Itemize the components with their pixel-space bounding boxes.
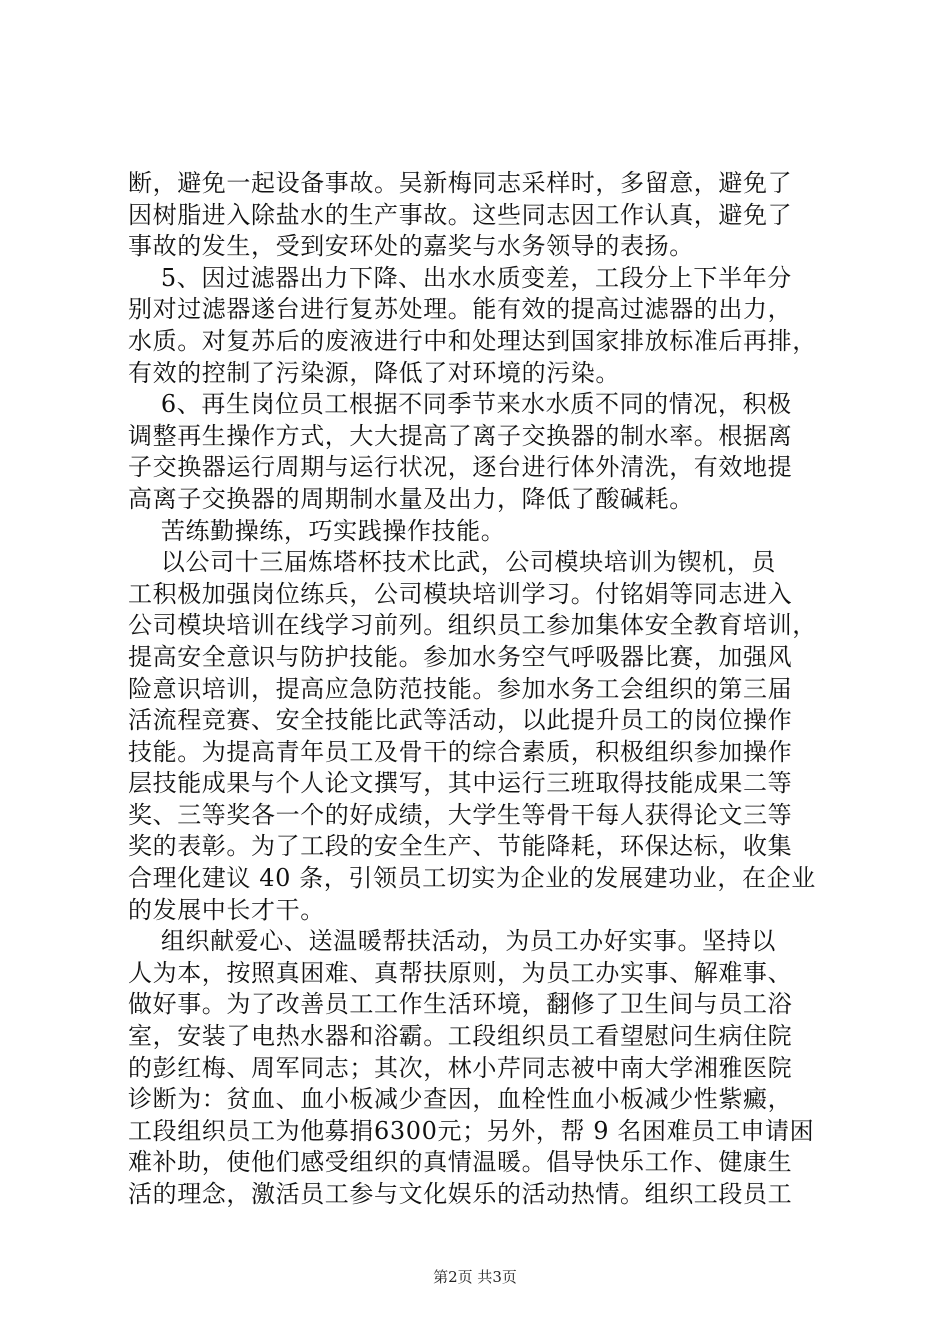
text-line: 做好事。为了改善员工工作生活环境，翻修了卫生间与员工浴 [128, 990, 793, 1019]
text-line: 有效的控制了污染源，降低了对环境的污染。 [128, 358, 620, 387]
text-line: 6、再生岗位员工根据不同季节来水水质不同的情况，积极 [128, 390, 792, 419]
text-line: 高离子交换器的周期制水量及出力，降低了酸碱耗。 [128, 484, 694, 513]
text-line: 技能。为提高青年员工及骨干的综合素质，积极组织参加操作 [128, 737, 793, 766]
text-line: 合理化建议 40 条，引领员工切实为企业的发展建功业，在企业 [128, 864, 816, 893]
text-line: 工积极加强岗位练兵，公司模块培训学习。付铭娟等同志进入 [128, 579, 793, 608]
text-line: 难补助，使他们感受组织的真情温暖。倡导快乐工作、健康生 [128, 1148, 793, 1177]
text-line: 工段组织员工为他募捐6300元；另外，帮 9 名困难员工申请困 [128, 1116, 815, 1145]
text-line: 的发展中长才干。 [128, 895, 325, 924]
page-footer: 第2页 共3页 [433, 1268, 517, 1286]
text-line: 断，避免一起设备事故。吴新梅同志采样时，多留意，避免了 [128, 169, 793, 197]
text-line: 提高安全意识与防护技能。参加水务空气呼吸器比赛，加强风 [128, 642, 793, 671]
text-line: 事故的发生，受到安环处的嘉奖与水务领导的表扬。 [128, 232, 694, 261]
text-line: 子交换器运行周期与运行状况，逐台进行体外清洗，有效地提 [128, 453, 793, 482]
text-line: 奖、三等奖各一个的好成绩，大学生等骨干每人获得论文三等 [128, 800, 793, 829]
text-line: 以公司十三届炼塔杯技术比武，公司模块培训为锲机，员 [128, 548, 776, 577]
text-line: 奖的表彰。为了工段的安全生产、节能降耗，环保达标，收集 [128, 832, 793, 861]
text-line: 公司模块培训在线学习前列。组织员工参加集体安全教育培训， [128, 611, 817, 640]
text-line: 诊断为：贫血、血小板减少查因，血栓性血小板减少性紫癜， [128, 1085, 793, 1114]
text-line: 人为本，按照真困难、真帮扶原则，为员工办实事、解难事、 [128, 958, 793, 987]
text-line: 苦练勤操练，巧实践操作技能。 [128, 516, 506, 545]
text-line: 的彭红梅、周军同志；其次，林小芹同志被中南大学湘雅医院 [128, 1053, 793, 1082]
text-line: 别对过滤器遂台进行复苏处理。能有效的提高过滤器的出力， [128, 295, 793, 324]
text-line: 水质。对复苏后的废液进行中和处理达到国家排放标准后再排， [128, 326, 817, 355]
text-line: 活流程竞赛、安全技能比武等活动，以此提升员工的岗位操作 [128, 706, 793, 735]
text-line: 层技能成果与个人论文撰写，其中运行三班取得技能成果二等 [128, 769, 793, 798]
text-line: 险意识培训，提高应急防范技能。参加水务工会组织的第三届 [128, 674, 793, 703]
text-line: 调整再生操作方式，大大提高了离子交换器的制水率。根据离 [128, 421, 793, 450]
body-text [128, 168, 848, 1211]
text-line: 活的理念，激活员工参与文化娱乐的活动热情。组织工段员工 [128, 1180, 793, 1208]
text-line: 组织献爱心、送温暖帮扶活动，为员工办好实事。坚持以 [128, 927, 776, 956]
text-line: 室，安装了电热水器和浴霸。工段组织员工看望慰问生病住院 [128, 1022, 793, 1051]
text-line: 因树脂进入除盐水的生产事故。这些同志因工作认真，避免了 [128, 200, 793, 229]
text-line: 5、因过滤器出力下降、出水水质变差，工段分上下半年分 [128, 263, 792, 292]
